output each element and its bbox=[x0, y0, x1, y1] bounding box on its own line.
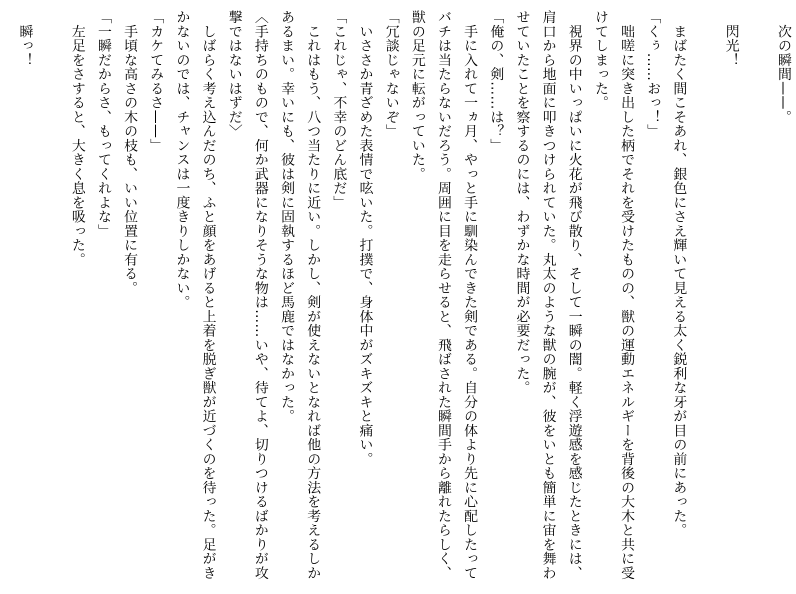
text-line: 「俺の、剣……は？」 bbox=[487, 10, 504, 153]
text-line: 視界の中いっぱいに火花が飛び散り、そして一瞬の闇。軽く浮遊感を感じたときには、 bbox=[565, 10, 582, 580]
text-line: 〈手持ちのもので、何か武器になりそうな物は……いや、待てよ、切りつけるばかりが攻 bbox=[251, 10, 268, 580]
text-line: これはもう、八つ当たりに近い。しかし、剣が使えないとなれば他の方法を考えるしか bbox=[304, 10, 321, 580]
text-line: せていたことを察するのには、わずかな時間が必要だった。 bbox=[513, 10, 530, 395]
text-line bbox=[691, 10, 717, 590]
text-line: 咄嗟に突き出した柄でそれを受けたものの、獣の運動エネルギーを背後の大木と共に受 bbox=[618, 10, 635, 580]
text-line: まばたく間こそあれ、銀色にさえ輝いて見える太く鋭利な牙が目の前にあった。 bbox=[670, 10, 687, 538]
text-line bbox=[744, 10, 770, 590]
text-line: かないのでは、チャンスは一度きりしかない。 bbox=[173, 10, 190, 310]
text-line: あるまい。幸いにも、彼は剣に固執するほど馬鹿ではなかった。 bbox=[278, 10, 295, 424]
text-line bbox=[0, 10, 11, 590]
vertical-text-body bbox=[2, 10, 796, 590]
text-line: いささか青ざめた表情で呟いた。打撲で、身体中がズキズキと痛い。 bbox=[356, 10, 373, 466]
text-line: けてしまった。 bbox=[591, 10, 608, 110]
text-line: 次の瞬間——。 bbox=[775, 10, 791, 124]
text-line bbox=[37, 10, 63, 590]
text-line: 「くぅ……おっ！」 bbox=[644, 10, 661, 139]
text-line: しばらく考え込んだのち、ふと顔をあげると上着を脱ぎ獣が近づくのを待った。足がき bbox=[199, 10, 216, 580]
text-line: 「冗談じゃないぞ」 bbox=[382, 10, 399, 139]
text-line: 「カケてみるさ——」 bbox=[147, 10, 164, 153]
text-line: 閃光！ bbox=[722, 10, 739, 67]
text-line: 肩口から地面に叩きつけられていた。丸太のような獣の腕が、彼をいとも簡単に宙を舞わ bbox=[539, 10, 556, 580]
text-line: 瞬っ！ bbox=[16, 10, 33, 67]
text-line: 「これじゃ、不幸のどん底だ」 bbox=[330, 10, 347, 210]
text-line: 手頃な高さの木の枝も、いい位置に有る。 bbox=[121, 10, 138, 295]
text-line: 「一瞬だからさ、もってくれよな」 bbox=[94, 10, 111, 238]
text-line: 手に入れて一ヵ月、やっと手に馴染んできた剣である。自分の体より先に心配したって bbox=[461, 10, 478, 580]
text-line: バチは当たらないだろう。周囲に目を走らせると、飛ばされた瞬間手から離れたらしく、 bbox=[434, 10, 451, 580]
text-line: 撃ではないはずだ〉 bbox=[225, 10, 242, 139]
text-line: 左足をさすると、大きく息を吸った。 bbox=[68, 10, 85, 267]
text-line: 獣の足元に転がっていた。 bbox=[408, 10, 425, 181]
